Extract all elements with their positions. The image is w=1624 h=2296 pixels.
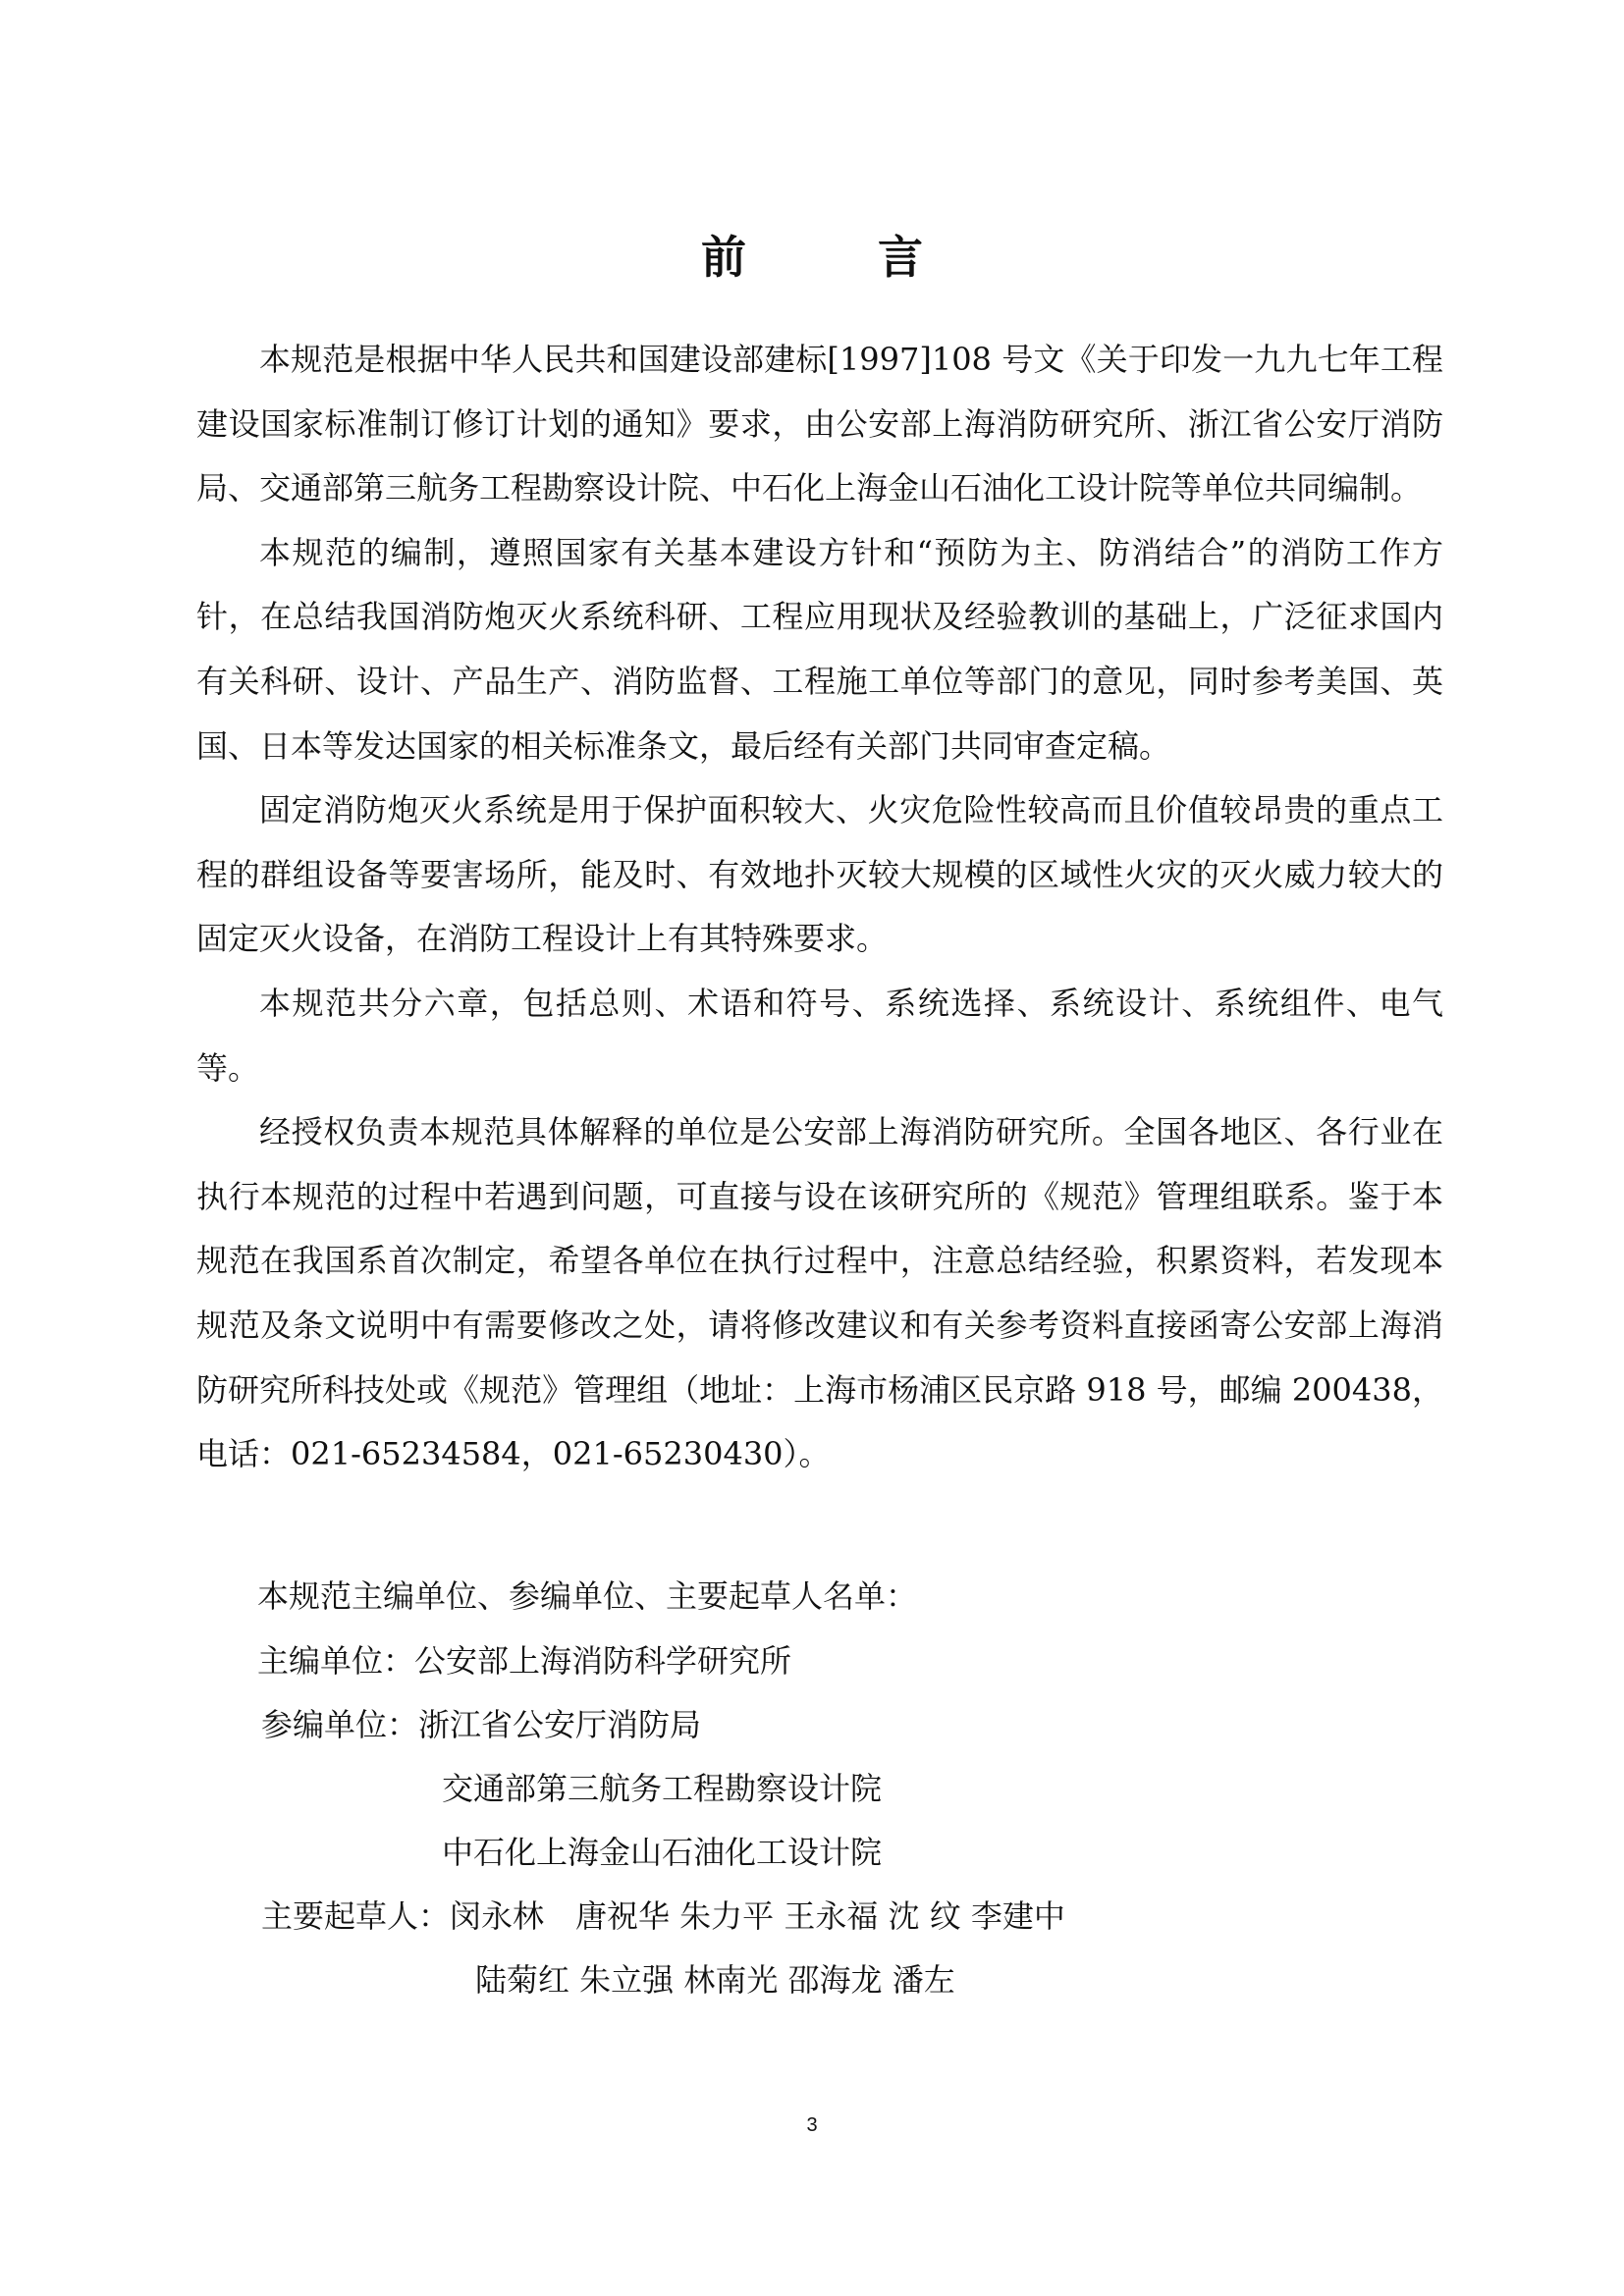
preface-paragraph-5: 经授权负责本规范具体解释的单位是公安部上海消防研究所。全国各地区、各行业在执行本规范的过程中若遇到问题，可直接与设在该研究所的《规范》管理组联系。鉴于本规范在我国系首次制定，希望各单位在执行过程中，注意总结经验，积累资料，若发现本规范及条文说明中有需要修改之处，请将修改建议和有关参考资料直接函寄公安部上海消防研究所科技处或《规范》管理组（地址：上海市杨浦区民京路 918 号，邮编 200438，电话：021-65234584，021-65230430）。 (196, 1113, 1443, 1473)
participant-unit-3: 中石化上海金山石油化工设计院 (442, 1834, 883, 1871)
chief-editor-unit: 主编单位：公安部上海消防科学研究所 (257, 1642, 792, 1680)
page-number: 3 (806, 2114, 818, 2136)
page-title: 前 言 (701, 231, 966, 284)
preface-paragraph-3: 固定消防炮灭火系统是用于保护面积较大、火灾危险性较高而且价值较昂贵的重点工程的群组设备等要害场所，能及时、有效地扑灭较大规模的区域性火灾的灭火威力较大的固定灭火设备，在消防工程设计上有其特殊要求。 (196, 791, 1443, 958)
preface-body (196, 328, 1443, 1487)
preface-paragraph-1: 本规范是根据中华人民共和国建设部建标[1997]108 号文《关于印发一九九七年工程建设国家标准制订修订计划的通知》要求，由公安部上海消防研究所、浙江省公安厅消防局、交通部第三航务工程勘察设计院、中石化上海金山石油化工设计院等单位共同编制。 (196, 341, 1443, 507)
preface-paragraph-2: 本规范的编制，遵照国家有关基本建设方针和“预防为主、防消结合”的消防工作方针，在总结我国消防炮灭火系统科研、工程应用现状及经验教训的基础上，广泛征求国内有关科研、设计、产品生产、消防监督、工程施工单位等部门的意见，同时参考美国、英国、日本等发达国家的相关标准条文，最后经有关部门共同审查定稿。 (196, 533, 1443, 765)
units-intro: 本规范主编单位、参编单位、主要起草人名单： (257, 1577, 918, 1615)
drafters-line-2: 陆菊红 朱立强 林南光 邵海龙 潘左 (475, 1961, 955, 1999)
drafters-line-1: 主要起草人：闵永林 唐祝华 朱力平 王永福 沈 纹 李建中 (261, 1897, 1065, 1935)
participant-unit-2: 交通部第三航务工程勘察设计院 (442, 1770, 883, 1807)
preface-paragraph-4: 本规范共分六章，包括总则、术语和符号、系统选择、系统设计、系统组件、电气等。 (196, 984, 1443, 1087)
participant-unit-1: 参编单位：浙江省公安厅消防局 (261, 1706, 702, 1743)
